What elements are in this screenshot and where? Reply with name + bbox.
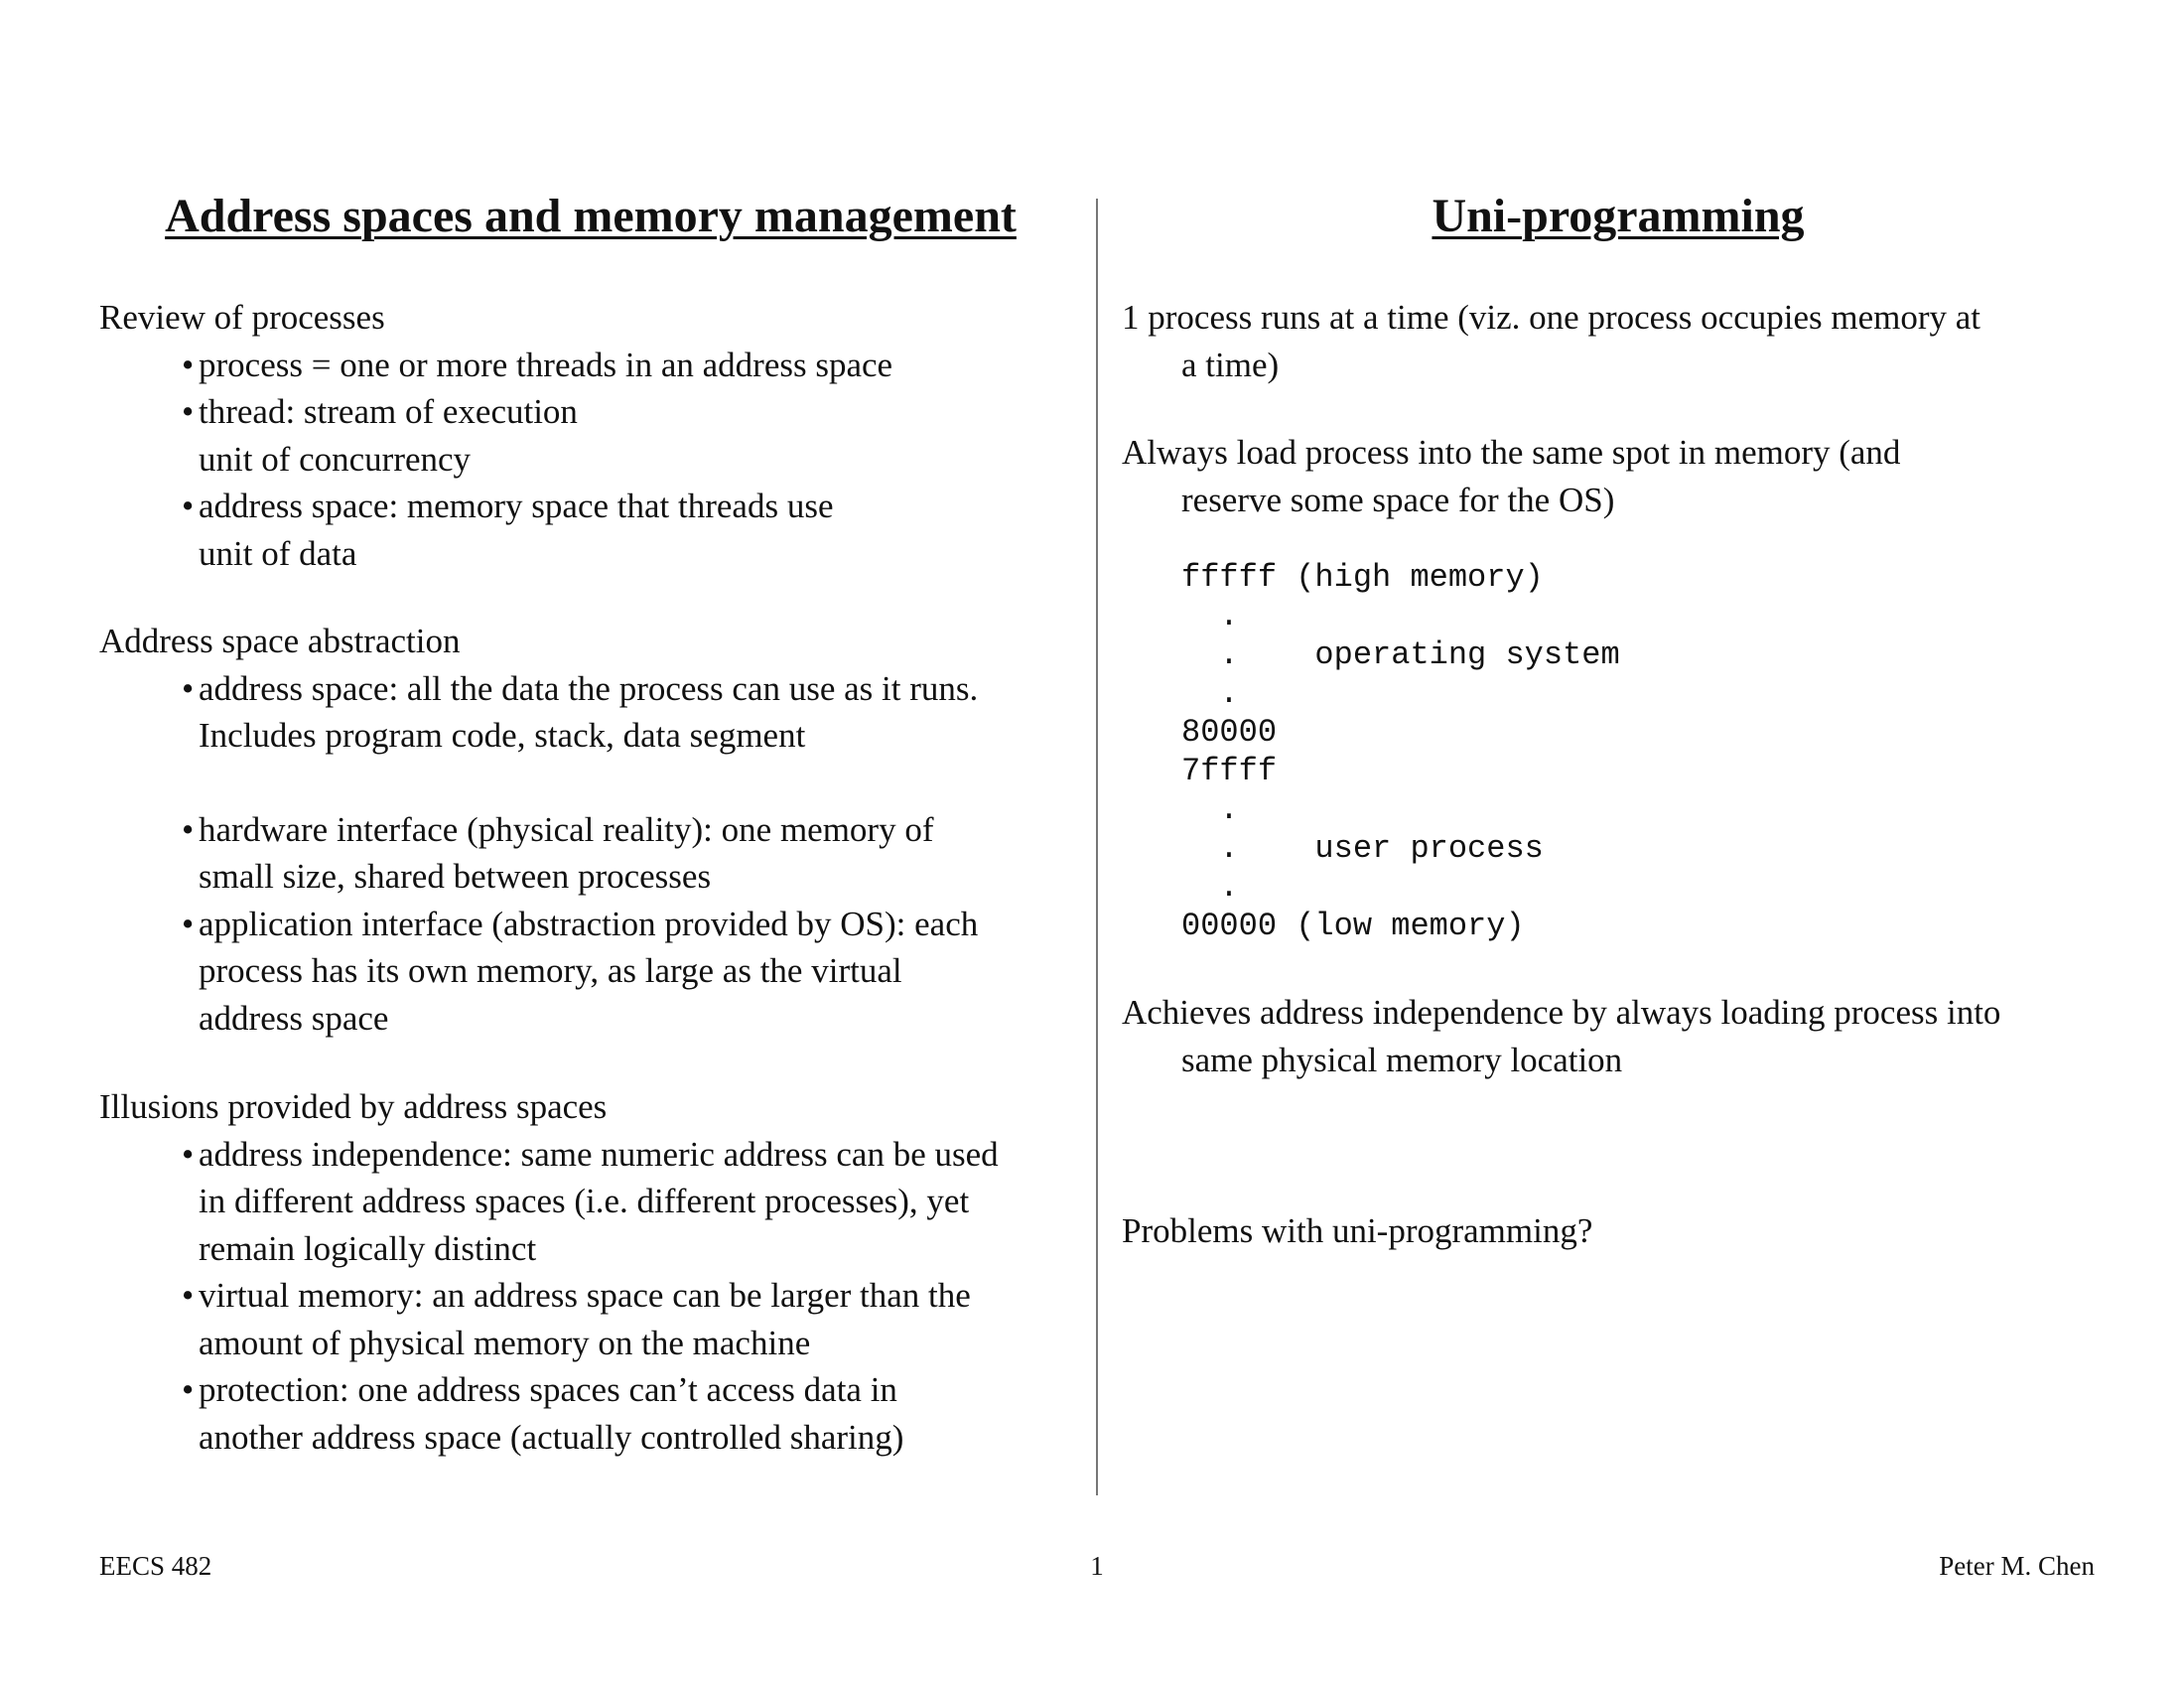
- paragraph-problems: Problems with uni-programming?: [1122, 1211, 1593, 1250]
- right-title-text: Uni-programming: [1432, 190, 1805, 242]
- footer-course: EECS 482: [99, 1551, 212, 1581]
- footer-author: Peter M. Chen: [1939, 1551, 2095, 1581]
- bullet-icon: •: [182, 668, 195, 708]
- column-divider: [1096, 199, 1098, 1495]
- bullet-item: • protection: one address spaces can’t access data in another address space (actually controlled sharing): [99, 1366, 1082, 1461]
- section-heading: Review of processes: [99, 298, 385, 337]
- memory-map-row: . operating system: [1181, 636, 1620, 673]
- memory-map-row: .: [1181, 598, 1239, 634]
- bullet-item: • address space: memory space that threads use unit of data: [99, 483, 1082, 577]
- left-title: [99, 187, 1082, 246]
- memory-map-row: . user process: [1181, 830, 1544, 867]
- bullet-icon: •: [182, 809, 195, 849]
- paragraph-address-independence: Achieves address independence by always loading process into same physical memory location: [1122, 993, 2001, 1079]
- memory-map-row: .: [1181, 869, 1239, 906]
- right-title: [1122, 187, 2115, 246]
- section-address-space-abstraction: [99, 618, 1082, 1042]
- bullet-icon: •: [182, 1276, 195, 1315]
- bullet-item: • hardware interface (physical reality): one memory of small size, shared between processes: [99, 806, 1082, 901]
- memory-map-row: .: [1181, 675, 1239, 712]
- bullet-icon: •: [182, 487, 195, 525]
- bullet-item: • process = one or more threads in an address space: [99, 342, 1082, 389]
- bullet-icon: •: [182, 904, 195, 943]
- section-illusions: [99, 1083, 1082, 1461]
- footer-page-number: 1: [1090, 1551, 1104, 1581]
- paragraph-always-load: Always load process into the same spot in memory (and reserve some space for the OS): [1122, 433, 1901, 519]
- memory-map-row: 80000: [1181, 714, 1278, 751]
- bullet-icon: •: [182, 1134, 195, 1174]
- section-heading: Address space abstraction: [99, 622, 461, 660]
- bullet-list: [99, 342, 1082, 578]
- memory-map: [1181, 558, 1620, 945]
- left-title-text: Address spaces and memory management: [165, 190, 1017, 242]
- section-heading: Illusions provided by address spaces: [99, 1087, 608, 1126]
- bullet-item: • address space: all the data the process can use as it runs. Includes program code, stack, data segment: [99, 665, 1082, 760]
- bullet-item: • application interface (abstraction provided by OS): each process has its own memory, as large as the virtual address space: [99, 901, 1082, 1043]
- bullet-item: • thread: stream of execution unit of concurrency: [99, 388, 1082, 483]
- section-review-of-processes: [99, 294, 1082, 577]
- bullet-icon: •: [182, 1370, 195, 1409]
- bullet-list: [99, 665, 1082, 1043]
- memory-map-row: fffff (high memory): [1181, 559, 1544, 596]
- memory-map-row: 7ffff: [1181, 753, 1278, 789]
- bullet-item: • virtual memory: an address space can be larger than the amount of physical memory on the machine: [99, 1272, 1082, 1366]
- bullet-list: [99, 1131, 1082, 1462]
- memory-map-row: .: [1181, 791, 1239, 828]
- paragraph-one-process: 1 process runs at a time (viz. one process occupies memory at a time): [1122, 298, 1981, 384]
- bullet-item: • address independence: same numeric address can be used in different address spaces (i.e. different processes), yet remain logically distinct: [99, 1131, 1082, 1273]
- bullet-icon: •: [182, 392, 195, 431]
- bullet-icon: •: [182, 345, 195, 384]
- memory-map-row: 00000 (low memory): [1181, 908, 1525, 944]
